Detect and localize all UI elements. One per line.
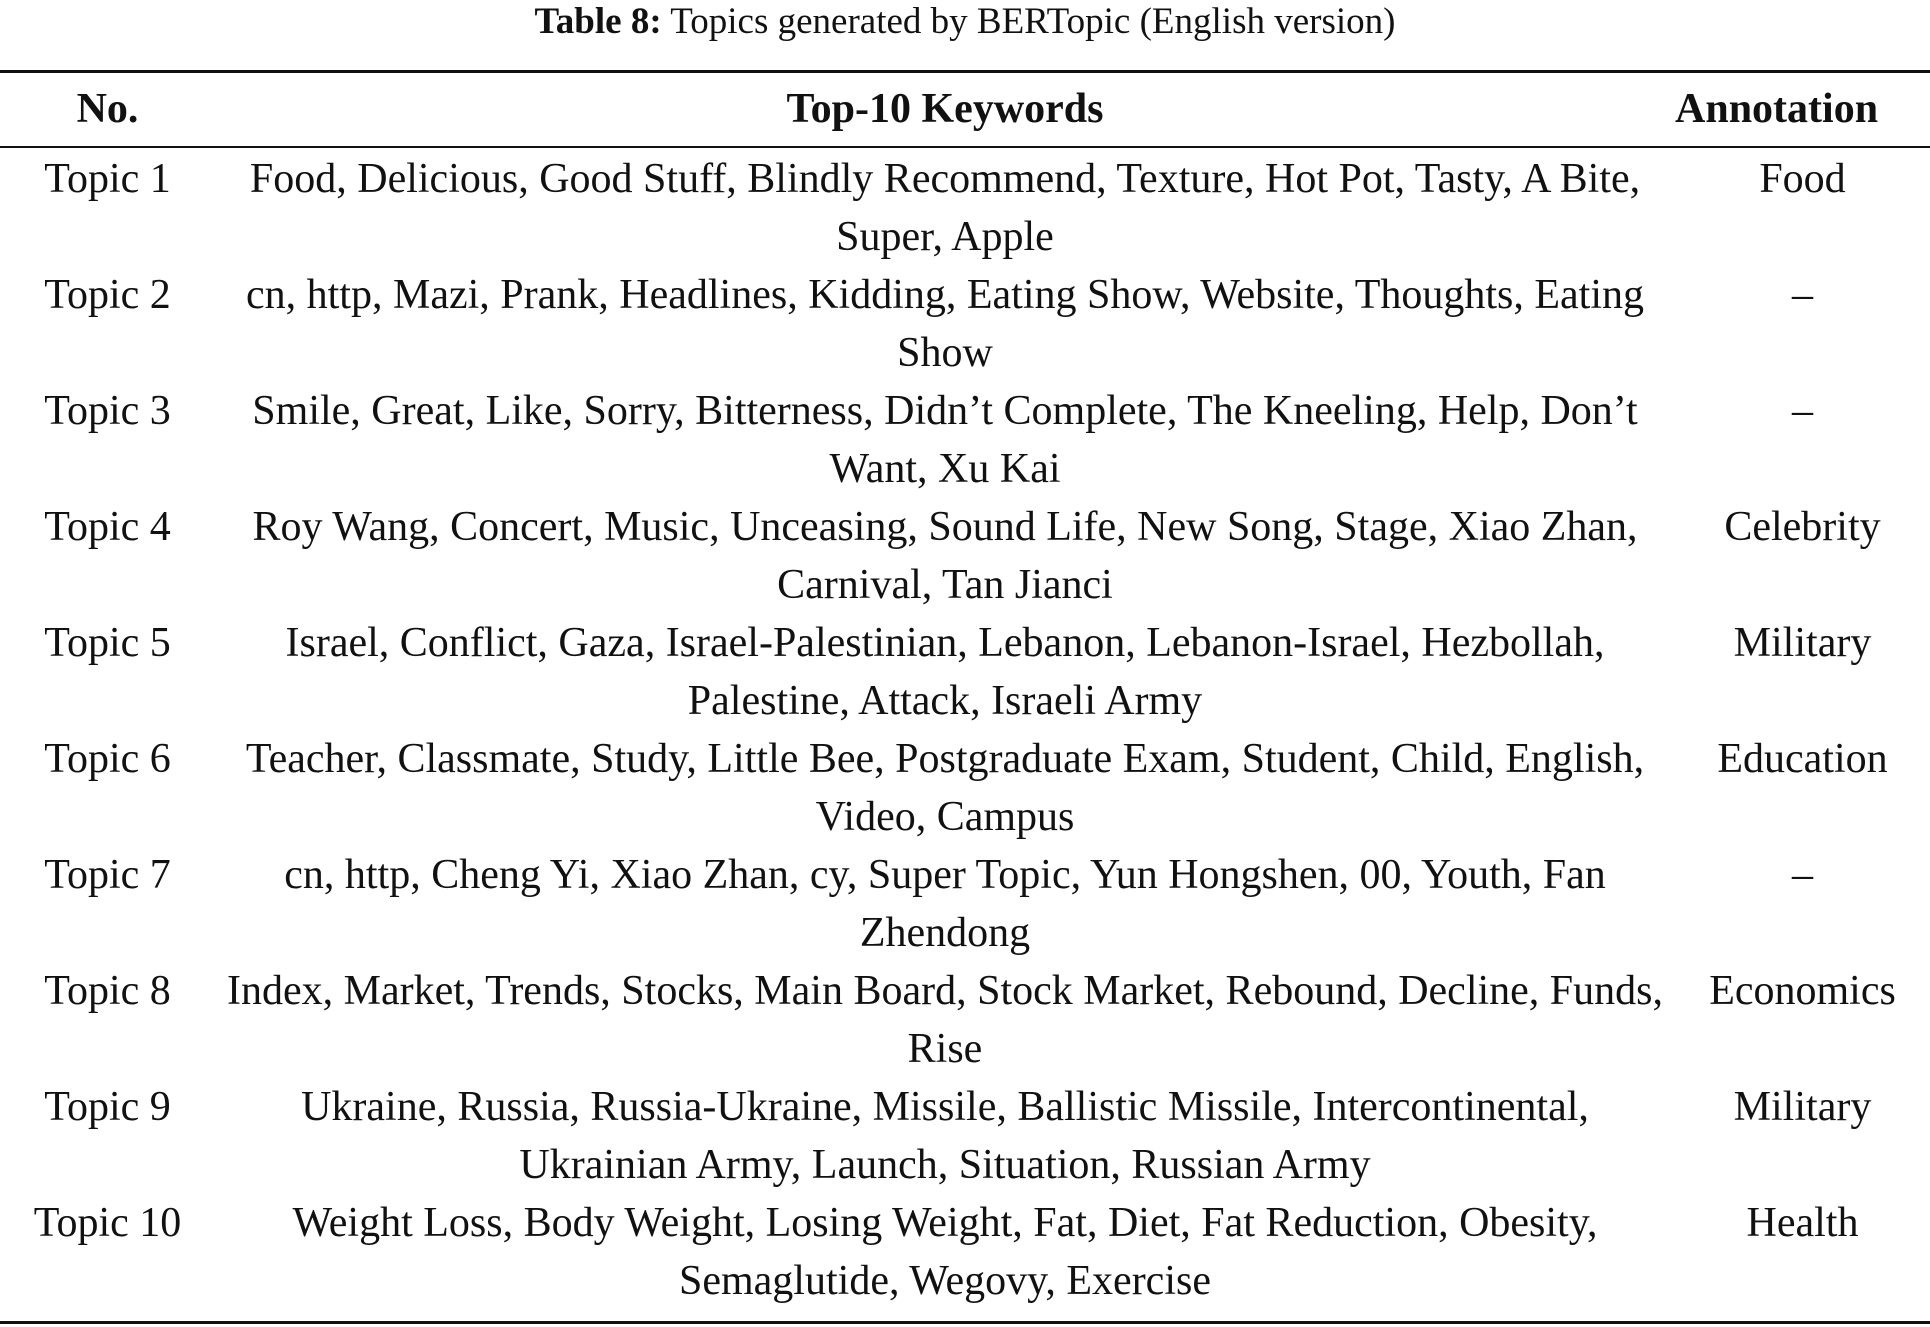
topic-keywords: Teacher, Classmate, Study, Little Bee, Postgraduate Exam, Student, Child, English, Video, Campus: [245, 736, 1645, 840]
topic-keywords: Food, Delicious, Good Stuff, Blindly Recommend, Texture, Hot Pot, Tasty, A Bite, Super, Apple: [249, 156, 1641, 260]
topic-keywords: Index, Market, Trends, Stocks, Main Board, Stock Market, Rebound, Decline, Funds, Rise: [226, 968, 1664, 1072]
topic-number: Topic 4: [44, 504, 171, 550]
topic-keywords: cn, http, Mazi, Prank, Headlines, Kidding, Eating Show, Website, Thoughts, Eating Show: [246, 272, 1644, 376]
topic-annotation: Food: [1759, 156, 1846, 202]
topic-keywords: cn, http, Cheng Yi, Xiao Zhan, cy, Super Topic, Yun Hongshen, 00, Youth, Fan Zhendong: [284, 852, 1606, 956]
topic-keywords: Ukraine, Russia, Russia-Ukraine, Missile, Ballistic Missile, Intercontinental, Ukrainian Army, Launch, Situation, Russian Army: [301, 1084, 1589, 1188]
topic-keywords: Roy Wang, Concert, Music, Unceasing, Sound Life, New Song, Stage, Xiao Zhan, Carnival, Tan Jianci: [252, 504, 1638, 608]
table-row: [0, 382, 1930, 498]
topic-annotation: –: [1792, 388, 1813, 434]
topic-annotation: –: [1792, 852, 1813, 898]
table-caption-text: Topics generated by BERTopic (English version): [661, 1, 1396, 42]
table-caption: [0, 0, 1930, 44]
table-row: [0, 730, 1930, 846]
table-header: [0, 73, 1930, 146]
table-body: [0, 146, 1930, 1310]
table-bottom-rule: [0, 1321, 1930, 1324]
table-row: [0, 1078, 1930, 1194]
topic-number: Topic 8: [44, 968, 171, 1014]
topic-number: Topic 10: [33, 1200, 182, 1246]
table-row: [0, 146, 1930, 266]
table-row: [0, 962, 1930, 1078]
topic-annotation: Education: [1717, 736, 1888, 782]
topic-keywords: Israel, Conflict, Gaza, Israel-Palestinian, Lebanon, Lebanon-Israel, Hezbollah, Palestine, Attack, Israeli Army: [285, 620, 1605, 724]
topic-annotation: Health: [1746, 1200, 1859, 1246]
topic-keywords: Weight Loss, Body Weight, Losing Weight, Fat, Diet, Fat Reduction, Obesity, Semaglutide, Wegovy, Exercise: [292, 1200, 1598, 1304]
topic-number: Topic 5: [44, 620, 171, 666]
table-row: [0, 266, 1930, 382]
topic-number: Topic 7: [44, 852, 171, 898]
header-row: [0, 73, 1930, 146]
table-row: [0, 1194, 1930, 1310]
topic-annotation: Military: [1733, 620, 1872, 666]
header-no: No.: [76, 86, 139, 132]
topic-number: Topic 1: [44, 156, 171, 202]
table-caption-label: Table 8:: [534, 1, 662, 42]
topic-number: Topic 2: [44, 272, 171, 318]
topic-keywords: Smile, Great, Like, Sorry, Bitterness, Didn’t Complete, The Kneeling, Help, Don’t Want, Xu Kai: [252, 388, 1638, 492]
table-row: [0, 846, 1930, 962]
topic-number: Topic 3: [44, 388, 171, 434]
topics-table: [0, 73, 1930, 1310]
topic-annotation: –: [1792, 272, 1813, 318]
table-row: [0, 498, 1930, 614]
topic-number: Topic 6: [44, 736, 171, 782]
table-row: [0, 614, 1930, 730]
topic-number: Topic 9: [44, 1084, 171, 1130]
topic-annotation: Celebrity: [1724, 504, 1881, 550]
header-annotation: Annotation: [1675, 86, 1879, 132]
topic-annotation: Economics: [1709, 968, 1896, 1014]
topic-annotation: Military: [1733, 1084, 1872, 1130]
header-keywords: Top-10 Keywords: [786, 86, 1104, 132]
